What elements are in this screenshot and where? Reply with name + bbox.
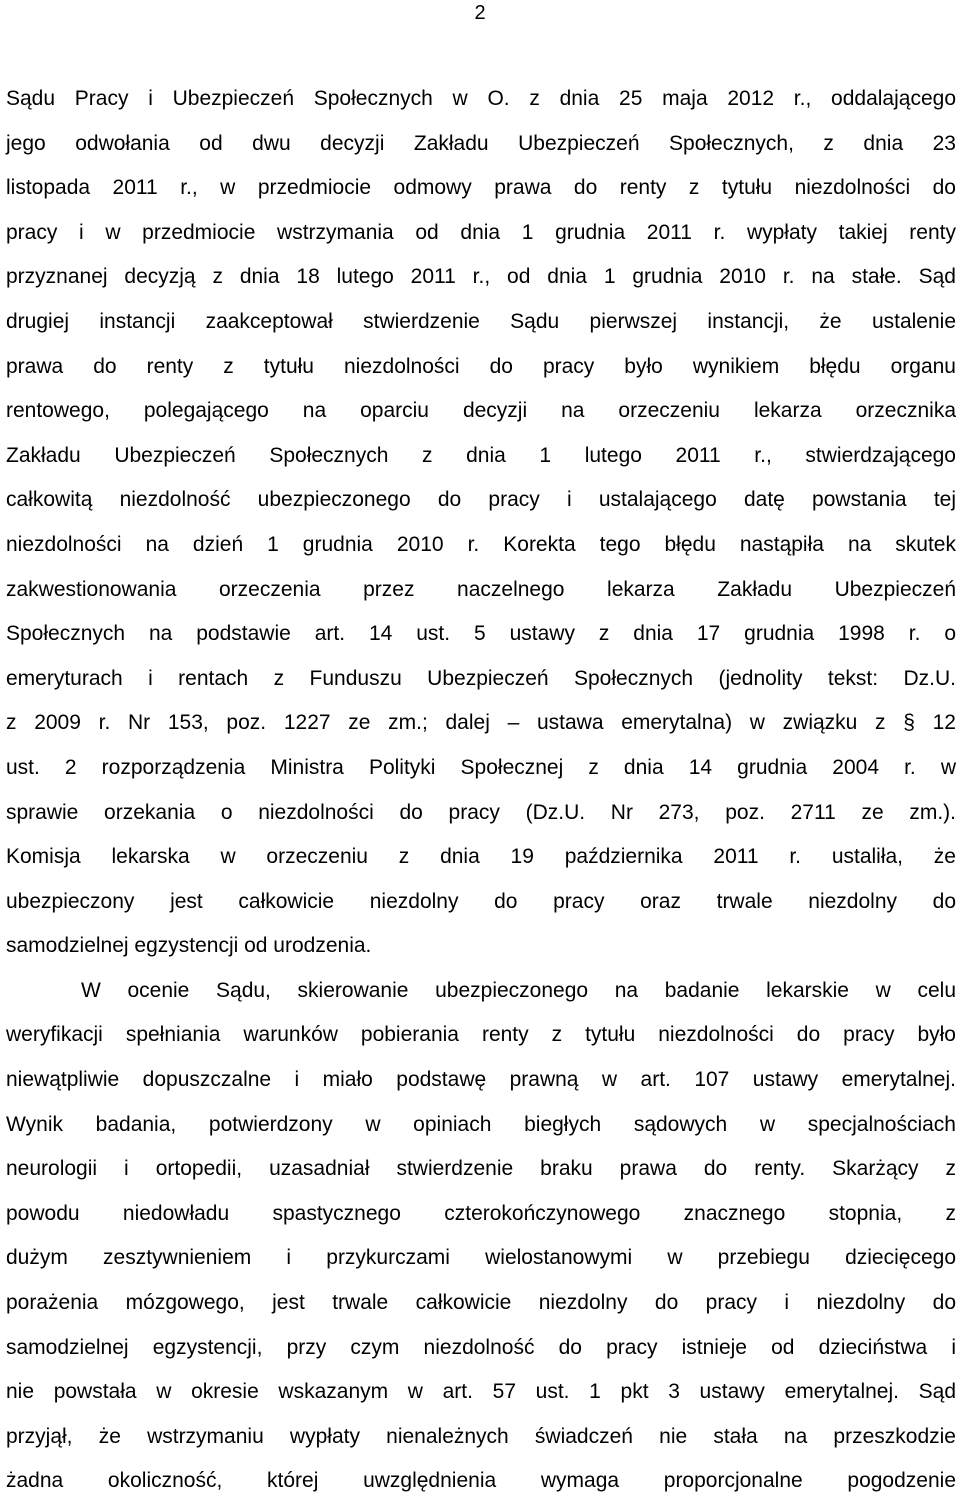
text-line: rentowego, polegającego na oparciu decyzji na orzeczeniu lekarza orzecznika [6, 399, 956, 423]
text-line: prawa do renty z tytułu niezdolności do pracy było wynikiem błędu organu [6, 354, 956, 378]
text-line: Wynik badania, potwierdzony w opiniach biegłych sądowych w specjalnościach [6, 1112, 956, 1136]
text-line: W ocenie Sądu, skierowanie ubezpieczonego na badanie lekarskie w celu [81, 978, 956, 1002]
document-body [6, 77, 956, 1504]
text-line: zakwestionowania orzeczenia przez naczelnego lekarza Zakładu Ubezpieczeń [6, 577, 956, 601]
text-line: samodzielnej egzystencji, przy czym niezdolność do pracy istnieje od dzieciństwa i [6, 1335, 956, 1359]
text-line: niewątpliwie dopuszczalne i miało podstawę prawną w art. 107 ustawy emerytalnej. [6, 1068, 956, 1092]
text-line: porażenia mózgowego, jest trwale całkowicie niezdolny do pracy i niezdolny do [6, 1291, 956, 1315]
text-line: pracy i w przedmiocie wstrzymania od dnia 1 grudnia 2011 r. wypłaty takiej renty [6, 220, 956, 244]
text-line: Sądu Pracy i Ubezpieczeń Społecznych w O. z dnia 25 maja 2012 r., oddalającego [6, 87, 956, 110]
text-line: drugiej instancji zaakceptował stwierdzenie Sądu pierwszej instancji, że ustalenie [6, 309, 956, 333]
paragraph-1 [6, 77, 956, 969]
text-line: nie powstała w okresie wskazanym w art. 57 ust. 1 pkt 3 ustawy emerytalnej. Sąd [6, 1380, 956, 1404]
text-line: ust. 2 rozporządzenia Ministra Polityki Społecznej z dnia 14 grudnia 2004 r. w [6, 755, 956, 779]
text-line: listopada 2011 r., w przedmiocie odmowy prawa do renty z tytułu niezdolności do [6, 176, 956, 200]
text-line: niezdolności na dzień 1 grudnia 2010 r. Korekta tego błędu nastąpiła na skutek [6, 532, 956, 556]
text-line: emeryturach i rentach z Funduszu Ubezpieczeń Społecznych (jednolity tekst: Dz.U. [6, 666, 956, 690]
text-line: powodu niedowładu spastycznego czterokończynowego znacznego stopnia, z [6, 1201, 956, 1225]
text-line: weryfikacji spełniania warunków pobierania renty z tytułu niezdolności do pracy było [6, 1023, 956, 1047]
page-number: 2 [474, 2, 486, 24]
text-line: sprawie orzekania o niezdolności do pracy (Dz.U. Nr 273, poz. 2711 ze zm.). [6, 800, 956, 824]
text-line: jego odwołania od dwu decyzji Zakładu Ubezpieczeń Społecznych, z dnia 23 [6, 131, 956, 155]
text-line: ubezpieczony jest całkowicie niezdolny do pracy oraz trwale niezdolny do [6, 889, 956, 913]
text-line: dużym zesztywnieniem i przykurczami wielostanowymi w przebiegu dziecięcego [6, 1246, 956, 1270]
text-line: całkowitą niezdolność ubezpieczonego do pracy i ustalającego datę powstania tej [6, 488, 956, 512]
text-line: przyznanej decyzją z dnia 18 lutego 2011 r., od dnia 1 grudnia 2010 r. na stałe. Sąd [6, 265, 956, 289]
paragraph-2 [6, 969, 956, 1504]
text-line: Komisja lekarska w orzeczeniu z dnia 19 października 2011 r. ustaliła, że [6, 845, 956, 869]
text-line: Zakładu Ubezpieczeń Społecznych z dnia 1 lutego 2011 r., stwierdzającego [6, 443, 956, 467]
text-line: żadna okoliczność, której uwzględnienia wymaga proporcjonalne pogodzenie [6, 1469, 956, 1493]
text-line: Społecznych na podstawie art. 14 ust. 5 ustawy z dnia 17 grudnia 1998 r. o [6, 622, 956, 646]
text-line: przyjął, że wstrzymaniu wypłaty nienależnych świadczeń nie stała na przeszkodzie [6, 1424, 956, 1448]
text-line: samodzielnej egzystencji od urodzenia. [6, 934, 372, 958]
text-line: z 2009 r. Nr 153, poz. 1227 ze zm.; dalej – ustawa emerytalna) w związku z § 12 [6, 711, 956, 735]
text-line: neurologii i ortopedii, uzasadniał stwierdzenie braku prawa do renty. Skarżący z [6, 1157, 956, 1181]
